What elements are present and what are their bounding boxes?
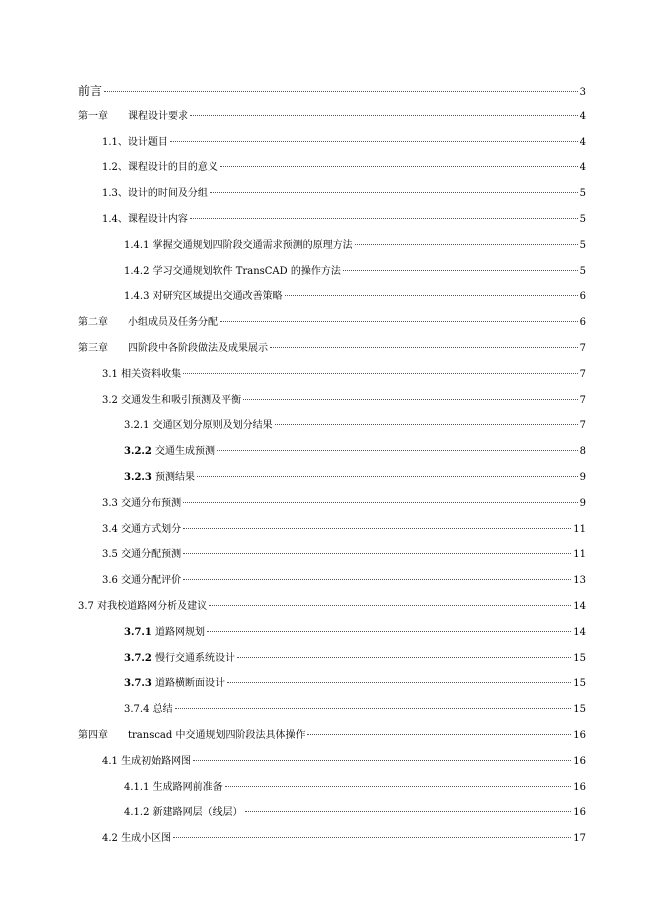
toc-leader-dots	[183, 553, 571, 554]
toc-page-number: 5	[579, 239, 586, 251]
toc-entry[interactable]	[78, 340, 586, 358]
toc-entry-title	[124, 469, 195, 487]
toc-entry-label: 1.4.3 对研究区域提出交通改善策略	[124, 291, 283, 303]
toc-entry-number: 3.7.2	[124, 652, 152, 664]
toc-page-number: 7	[579, 343, 586, 354]
toc-page-number: 11	[573, 523, 586, 535]
toc-entry-title	[102, 546, 181, 564]
toc-entry-title	[102, 159, 218, 177]
toc-page-number: 3	[579, 87, 586, 98]
toc-page-number: 9	[579, 497, 586, 509]
toc-page-number: 14	[573, 626, 586, 638]
toc-entry-label: 第一章 课程设计要求	[78, 110, 188, 122]
toc-leader-dots	[307, 734, 571, 735]
toc-entry-title	[124, 237, 353, 255]
toc-page-number: 14	[573, 601, 586, 612]
toc-leader-dots	[104, 91, 578, 92]
toc-leader-dots	[270, 347, 578, 348]
toc-entry-title	[78, 108, 188, 126]
toc-entry[interactable]	[78, 366, 586, 384]
toc-page-number: 5	[579, 188, 586, 200]
toc-page-number: 4	[579, 110, 586, 122]
toc-page-number: 9	[579, 472, 586, 483]
toc-entry-label: 1.4.1 掌握交通规划四阶段交通需求预测的原理方法	[124, 239, 353, 251]
toc-leader-dots	[355, 244, 578, 245]
toc-entry-title	[124, 624, 205, 642]
toc-entry-number: 3.2.3	[124, 472, 152, 483]
toc-page-number: 13	[573, 575, 586, 587]
toc-entry[interactable]	[78, 727, 586, 745]
toc-entry[interactable]	[78, 417, 586, 435]
toc-entry-label: 4.2 生成小区图	[102, 833, 172, 845]
toc-leader-dots	[243, 399, 578, 400]
toc-page-number: 5	[579, 214, 586, 225]
toc-leader-dots	[285, 295, 578, 296]
toc-entry-label: 3.2.1 交通区划分原则及划分结果	[124, 420, 273, 432]
toc-entry-label: 3.5 交通分配预测	[102, 549, 182, 561]
toc-page-number: 16	[573, 730, 586, 741]
toc-entry-label: 前言	[78, 84, 103, 98]
toc-entry[interactable]	[78, 830, 586, 848]
toc-entry-number: 3.7.1	[124, 626, 152, 638]
toc-leader-dots	[220, 321, 578, 322]
toc-entry-title	[124, 675, 225, 693]
toc-entry[interactable]	[78, 211, 586, 229]
toc-leader-dots	[193, 760, 571, 761]
toc-page-number: 6	[579, 291, 586, 303]
toc-entry[interactable]	[78, 134, 586, 152]
toc-entry[interactable]	[78, 288, 586, 306]
toc-entry-label: 第四章 transcad 中交通规划四阶段法具体操作	[78, 730, 306, 741]
toc-leader-dots	[217, 450, 578, 451]
toc-page-number: 7	[579, 394, 586, 406]
toc-leader-dots	[210, 192, 578, 193]
toc-entry-label: 3.6 交通分配评价	[102, 575, 182, 587]
toc-entry-title	[102, 211, 188, 229]
toc-entry[interactable]	[78, 469, 586, 487]
toc-entry-label: 道路横断面设计	[151, 678, 226, 690]
toc-entry-title	[124, 417, 273, 435]
toc-entry-label: 预测结果	[151, 472, 196, 483]
toc-entry[interactable]	[78, 753, 586, 771]
toc-entry-title	[124, 804, 243, 822]
toc-entry-label: 1.1、设计题目	[102, 136, 168, 148]
toc-entry-title	[78, 340, 268, 358]
toc-entry[interactable]	[78, 572, 586, 590]
toc-entry-title	[124, 779, 223, 797]
toc-entry-label: 1.2、课程设计的目的意义	[102, 162, 218, 174]
toc-entry-label: 4.1.2 新建路网层（线层）	[124, 807, 243, 819]
toc-page-number: 15	[573, 678, 586, 690]
toc-entry-title	[124, 263, 341, 281]
toc-page-number: 7	[579, 368, 586, 380]
toc-entry-label: 4.1.1 生成路网前准备	[124, 781, 223, 793]
toc-leader-dots	[197, 476, 578, 477]
toc-page-number: 15	[573, 652, 586, 664]
toc-entry-title	[102, 366, 181, 384]
toc-entry[interactable]	[78, 546, 586, 564]
toc-entry-label: 交通生成预测	[151, 446, 216, 458]
toc-entry[interactable]	[78, 443, 586, 461]
toc-entry[interactable]	[78, 650, 586, 668]
toc-leader-dots	[190, 115, 578, 116]
toc-page-number: 16	[573, 781, 586, 793]
toc-entry-title	[78, 314, 218, 332]
toc-leader-dots	[227, 682, 571, 683]
toc-leader-dots	[343, 270, 578, 271]
toc-page-number: 16	[573, 807, 586, 819]
toc-entry[interactable]	[78, 108, 586, 126]
toc-page-number: 4	[579, 162, 586, 174]
toc-entry-title	[102, 134, 168, 152]
toc-entry[interactable]	[78, 237, 586, 255]
toc-entry-title	[102, 495, 181, 513]
toc-entry-title	[124, 650, 235, 668]
toc-entry-label: 第二章 小组成员及任务分配	[78, 317, 218, 329]
toc-entry-label: 3.7.4 总结	[124, 704, 173, 716]
toc-entry-title	[102, 521, 181, 539]
toc-page-number: 4	[579, 136, 586, 148]
toc-leader-dots	[237, 657, 571, 658]
toc-page-number: 6	[579, 317, 586, 329]
toc-page-number: 11	[573, 549, 586, 561]
toc-entry-title	[78, 598, 207, 616]
toc-entry-label: 4.1 生成初始路网图	[102, 755, 192, 767]
toc-leader-dots	[173, 837, 571, 838]
toc-leader-dots	[175, 708, 572, 709]
toc-entry-label: 第三章 四阶段中各阶段做法及成果展示	[78, 343, 268, 354]
toc-entry-title	[102, 392, 241, 410]
toc-entry-label: 3.3 交通分布预测	[102, 497, 182, 509]
toc-entry[interactable]	[78, 314, 586, 332]
toc-entry[interactable]	[78, 675, 586, 693]
toc-entry[interactable]	[78, 598, 586, 616]
toc-entry-label: 1.4、课程设计内容	[102, 214, 188, 225]
toc-leader-dots	[190, 218, 578, 219]
toc-entry[interactable]	[78, 82, 586, 100]
toc-entry-title	[102, 753, 191, 771]
toc-entry-title	[124, 701, 173, 719]
toc-entry-label: 3.4 交通方式划分	[102, 523, 182, 535]
toc-page-number: 17	[573, 833, 586, 845]
toc-entry[interactable]	[78, 392, 586, 410]
toc-leader-dots	[275, 424, 578, 425]
toc-leader-dots	[183, 373, 578, 374]
toc-entry-label: 3.2 交通发生和吸引预测及平衡	[102, 394, 242, 406]
toc-page-number: 15	[573, 704, 586, 716]
toc-page-number: 5	[579, 265, 586, 277]
toc-leader-dots	[220, 166, 578, 167]
toc-entry[interactable]	[78, 159, 586, 177]
toc-entry-label: 1.4.2 学习交通规划软件 TransCAD 的操作方法	[124, 265, 341, 277]
toc-entry[interactable]	[78, 701, 586, 719]
toc-leader-dots	[183, 528, 571, 529]
toc-entry-title	[124, 443, 215, 461]
toc-leader-dots	[225, 786, 572, 787]
toc-entry-label: 道路网规划	[151, 626, 206, 638]
toc-entry-title	[78, 727, 305, 745]
toc-entry-title	[102, 572, 181, 590]
toc-page-number: 8	[579, 446, 586, 458]
toc-leader-dots	[245, 811, 572, 812]
toc-entry-label: 3.7 对我校道路网分析及建议	[78, 601, 208, 612]
toc-leader-dots	[183, 502, 578, 503]
toc-entry-number: 3.2.2	[124, 446, 152, 458]
toc-entry-label: 3.1 相关资料收集	[102, 368, 182, 380]
toc-entry[interactable]	[78, 263, 586, 281]
toc-entry[interactable]	[78, 521, 586, 539]
toc-entry[interactable]	[78, 804, 586, 822]
toc-entry[interactable]	[78, 624, 586, 642]
toc-leader-dots	[170, 141, 578, 142]
toc-entry-number: 3.7.3	[124, 678, 152, 690]
toc-entry-title	[102, 185, 208, 203]
toc-leader-dots	[209, 605, 571, 606]
toc-page-number: 7	[579, 420, 586, 432]
toc-leader-dots	[207, 631, 571, 632]
toc-entry[interactable]	[78, 495, 586, 513]
toc-entry-title	[78, 82, 102, 100]
toc-entry[interactable]	[78, 779, 586, 797]
toc-entry-title	[102, 830, 171, 848]
toc-entry-label: 慢行交通系统设计	[151, 652, 236, 664]
toc-leader-dots	[183, 579, 571, 580]
toc-entry-label: 1.3、设计的时间及分组	[102, 188, 208, 200]
toc-entry-title	[124, 288, 283, 306]
toc-page-number: 16	[573, 755, 586, 767]
toc-entry[interactable]	[78, 185, 586, 203]
